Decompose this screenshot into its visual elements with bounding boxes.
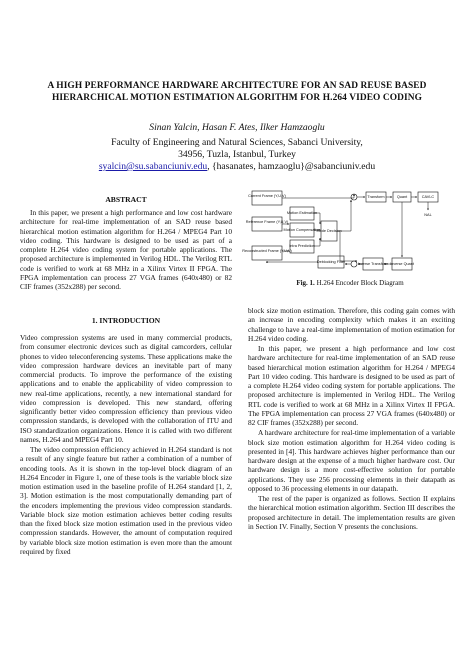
intro-right-column — [248, 306, 455, 531]
intro-right-paragraph-3: A hardware architecture for real-time implementation of a variable block size motion estimation algorithm for H.264 video coding is presented in [4]. This hardware achieves higher performance than our hardware design at the expense of a much higher hardware cost. Our hardware design is a more cost-effective solution for portable applications. They use 256 processing elements in their datapath as opposed to 36 processing elements in our datapath. — [248, 428, 455, 493]
abstract-body — [20, 208, 232, 291]
label-deblocking-filter: Deblocking Filter — [316, 260, 346, 264]
email-link[interactable]: syalcin@su.sabanciuniv.edu — [98, 161, 208, 172]
label-inverse-transform: Inverse Transform — [357, 262, 389, 266]
label-current-frame: Current Frame (Y,U,V) — [248, 194, 286, 198]
authors: Sinan Yalcin, Hasan F. Ates, Ilker Hamzaoglu — [149, 122, 325, 133]
label-nal: NAL — [424, 213, 432, 217]
email-others: , {hasanates, hamzaoglu}@sabanciuniv.edu — [207, 161, 376, 172]
affiliation-line-2: 34956, Tuzla, Istanbul, Turkey — [178, 149, 296, 160]
intro-paragraph-1: Video compression systems are used in many commercial products, from consumer electronic devices such as digital camcorders, cellular phones to video teleconferencing systems. These applications make the video compression hardware devices an inevitable part of many commercial products. To improve the performance of the existing applications and to enable the applicability of video compression to new real-time applications, recently, a new international standard for video compression is developed. This new standard, offering significantly better video compression efficiency than previous video compression standards, is developed with the collaboration of ITU and ISO standardization organizations. Hence it is called with two different names, H.264 and MPEG4 Part 10. — [20, 333, 232, 444]
introduction-heading: 1. INTRODUCTION — [91, 316, 161, 325]
affiliation-line-1: Faculty of Engineering and Natural Sciences, Sabanci University, — [111, 137, 363, 148]
abstract-heading: ABSTRACT — [105, 195, 147, 204]
diagram-svg — [242, 188, 450, 276]
affiliation — [0, 137, 474, 173]
figure-caption-text: H.264 Encoder Block Diagram — [314, 279, 404, 287]
paper-title — [20, 80, 454, 104]
figure-caption — [250, 279, 450, 287]
label-quant: Quant — [396, 195, 408, 199]
label-intra-prediction: Intra Prediction — [289, 244, 315, 248]
intro-right-paragraph-4: The rest of the paper is organized as follows. Section II explains the hierarchical motion estimation algorithm. Section III describes the proposed architecture in detail. The implementation results are given in Section IV. Finally, Section V presents the conclusions. — [248, 494, 455, 531]
label-cavlc: CAVLC — [421, 195, 435, 199]
label-reconstructed-frame: Reconstructed Frame (Y,U,V) — [242, 249, 292, 253]
intro-left-column — [20, 333, 232, 556]
label-reference-frame: Reference Frame (Y,U,V) — [245, 220, 289, 224]
abstract-text: In this paper, we present a high performance and low cost hardware architecture for real-time implementation of an SAD reuse based hierarchical motion estimation algorithm for H.264 / MPEG4 Part 10 video coding. This hardware is designed to be used as part of a complete H.264 video coding system for portable applications. The proposed architecture is implemented in Verilog HDL. The Verilog RTL code is verified to work at 68 MHz in a Xilinx Virtex II FPGA. The FPGA implementation can process 27 VGA frames (640x480) or 82 CIF frames (352x288) per second. — [20, 208, 232, 291]
title-line-2: HIERARCHICAL MOTION ESTIMATION ALGORITHM FOR H.264 VIDEO CODING — [51, 93, 423, 103]
intro-right-paragraph-1: block size motion estimation. Therefore, this coding gain comes with an increase in encoding complexity which makes it an exciting challenge to have a real-time implementation of motion estimation for H.264 video coding. — [248, 306, 455, 343]
label-mode-decision: Mode Decision — [316, 229, 342, 233]
label-inverse-quant: Inverse Quant — [390, 262, 414, 266]
emails — [0, 161, 474, 173]
label-transform: Transform — [367, 195, 385, 199]
intro-paragraph-2: The video compression efficiency achieved in H.264 standard is not a result of any single feature but rather a combination of a number of encoding tools. As it is shown in the top-level block diagram of an H.264 Encoder in Figure 1, one of these tools is the variable block size motion estimation used in the baseline profile of H.264 standard [1, 2, 3]. Motion estimation is the most computationally demanding part of the encoders implementing the previous video compression standards. Variable block size motion estimation achieves better coding results than the fixed block size motion estimation used in the previous video compression standards. However, the amount of computation required by variable block size motion estimation is even more than the amount required by fixed — [20, 445, 232, 556]
intro-right-paragraph-2: In this paper, we present a high performance and low cost hardware architecture for real-time implementation of an SAD reuse based hierarchical motion estimation algorithm for H.264 / MPEG4 Part 10 video coding. This hardware is designed to be used as part of a complete H.264 video coding system for portable applications. The proposed architecture is implemented in Verilog HDL. The Verilog RTL code is verified to work at 68 MHz in a Xilinx Virtex II FPGA. The FPGA implementation can process 27 VGA frames (640x480) or 82 CIF frames (352x288) per second. — [248, 344, 455, 427]
label-motion-compensation: Motion Compensation — [283, 228, 321, 232]
figure-caption-label: Fig. 1. — [296, 279, 315, 287]
encoder-block-diagram — [242, 188, 450, 276]
label-motion-estimation: Motion Estimation — [286, 211, 318, 215]
title-line-1: A HIGH PERFORMANCE HARDWARE ARCHITECTURE FOR AN SAD REUSE BASED — [47, 81, 427, 91]
